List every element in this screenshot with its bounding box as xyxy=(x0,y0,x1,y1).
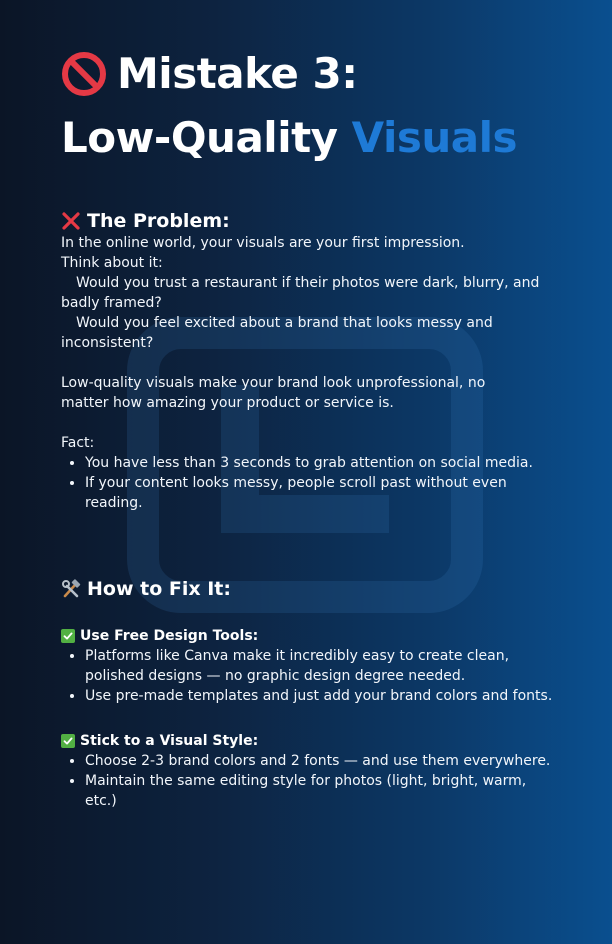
question-2-line-2: inconsistent? xyxy=(61,335,154,351)
title-accent-text: Visuals xyxy=(351,113,517,162)
problem-body xyxy=(61,233,561,513)
list-item: • Maintain the same editing style for photos (light, bright, warm, etc.) xyxy=(85,771,561,811)
title-line-2 xyxy=(61,106,561,170)
question-2-line-1: Would you feel excited about a brand that looks messy and xyxy=(76,315,493,331)
main-content xyxy=(61,42,561,811)
problem-paragraph-line-1: Low-quality visuals make your brand look unprofessional, no xyxy=(61,375,486,391)
title-main-text: Low-Quality xyxy=(61,113,338,162)
problem-paragraph-line-2: matter how amazing your product or service is. xyxy=(61,395,394,411)
check-mark-icon xyxy=(61,734,75,748)
list-item: • Use pre-made templates and just add your brand colors and fonts. xyxy=(85,686,561,706)
problem-heading-text: The Problem: xyxy=(87,210,230,232)
problem-heading xyxy=(61,209,561,233)
page-title xyxy=(61,42,561,170)
list-item: • If your content looks messy, people scroll past without even reading. xyxy=(85,473,561,513)
list-item: • Choose 2-3 brand colors and 2 fonts — and use them everywhere. xyxy=(85,751,561,771)
fix-section-1-list xyxy=(61,646,561,706)
prohibited-icon xyxy=(61,51,107,97)
problem-think: Think about it: xyxy=(61,255,163,271)
question-1-line-2: badly framed? xyxy=(61,295,162,311)
list-item: • You have less than 3 seconds to grab attention on social media. xyxy=(85,453,561,473)
fix-heading xyxy=(61,577,561,601)
fix-section-2-title-text: Stick to a Visual Style: xyxy=(80,733,259,749)
cross-mark-icon xyxy=(61,211,81,231)
title-line-1-text: Mistake 3: xyxy=(117,49,358,98)
question-1-line-1: Would you trust a restaurant if their photos were dark, blurry, and xyxy=(76,275,540,291)
fact-list xyxy=(61,453,561,513)
check-mark-icon xyxy=(61,629,75,643)
fix-section-2-list xyxy=(61,751,561,811)
list-item: • Platforms like Canva make it incredibly easy to create clean, polished designs — no graphic design degree needed. xyxy=(85,646,561,686)
hammer-wrench-icon xyxy=(61,579,81,599)
title-line-1 xyxy=(61,42,561,106)
fact-label: Fact: xyxy=(61,435,95,451)
fix-section-2-title xyxy=(61,731,561,751)
fix-section-1-title xyxy=(61,626,561,646)
fix-section-1-title-text: Use Free Design Tools: xyxy=(80,628,259,644)
fix-heading-text: How to Fix It: xyxy=(87,578,231,600)
problem-intro: In the online world, your visuals are your first impression. xyxy=(61,235,465,251)
